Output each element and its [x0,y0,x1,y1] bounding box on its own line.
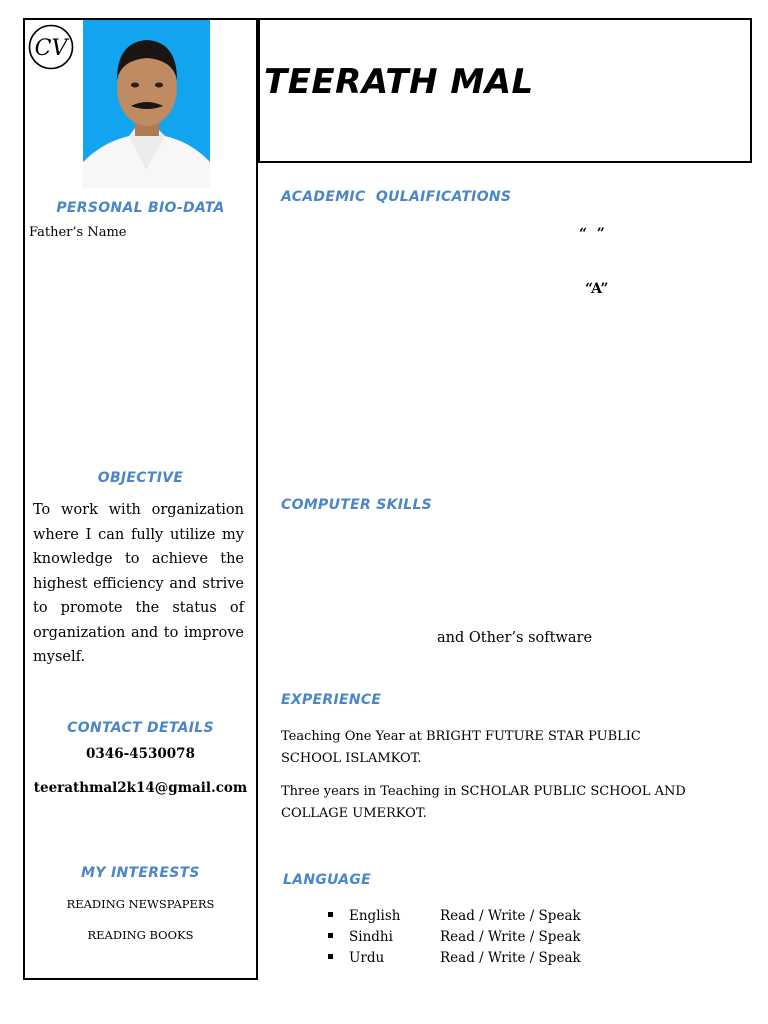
computer-skills-heading: COMPUTER SKILLS [281,497,433,513]
interests-heading: MY INTERESTS [81,865,200,881]
language-name: English [349,908,401,924]
academic-grade-quote: “A” [585,281,609,297]
cv-logo-text: CV [34,36,68,61]
language-name: Urdu [349,950,385,966]
academic-quote: “ ” [579,226,605,242]
personal-bio-heading: PERSONAL BIO-DATA [56,200,225,216]
candidate-name: TEERATH MAL [264,62,534,102]
profile-photo [83,20,210,188]
interest-item: READING BOOKS [87,928,194,942]
language-skill: Read / Write / Speak [440,908,581,924]
experience-item: Three years in Teaching in SCHOLAR PUBLIC SCHOOL AND COLLAGE UMERKOT. [281,784,686,821]
objective-text: To work with organization where I can fully utilize my knowledge to achieve the highest efficiency and strive to promote the status of organization and to improve myself. [33,502,244,665]
bullet-icon [328,912,333,917]
phone-number: 0346-4530078 [86,746,195,762]
contact-heading: CONTACT DETAILS [67,720,214,736]
bullet-icon [328,954,333,959]
objective-heading: OBJECTIVE [97,470,184,486]
cv-logo [28,24,74,70]
email-address[interactable]: teerathmal2k14@gmail.com [33,780,248,796]
fathers-name-label: Father’s Name [29,225,127,240]
computer-skills-text: and Other’s software [437,630,593,646]
language-skill: Read / Write / Speak [440,929,581,945]
language-skill: Read / Write / Speak [440,950,581,966]
bullet-icon [328,933,333,938]
experience-item: Teaching One Year at BRIGHT FUTURE STAR PUBLIC SCHOOL ISLAMKOT. [281,729,641,766]
language-heading: LANGUAGE [283,872,371,888]
language-name: Sindhi [349,929,393,945]
academic-heading: ACADEMIC QULAIFICATIONS [281,189,512,205]
interest-item: READING NEWSPAPERS [66,897,215,911]
experience-heading: EXPERIENCE [281,692,382,708]
